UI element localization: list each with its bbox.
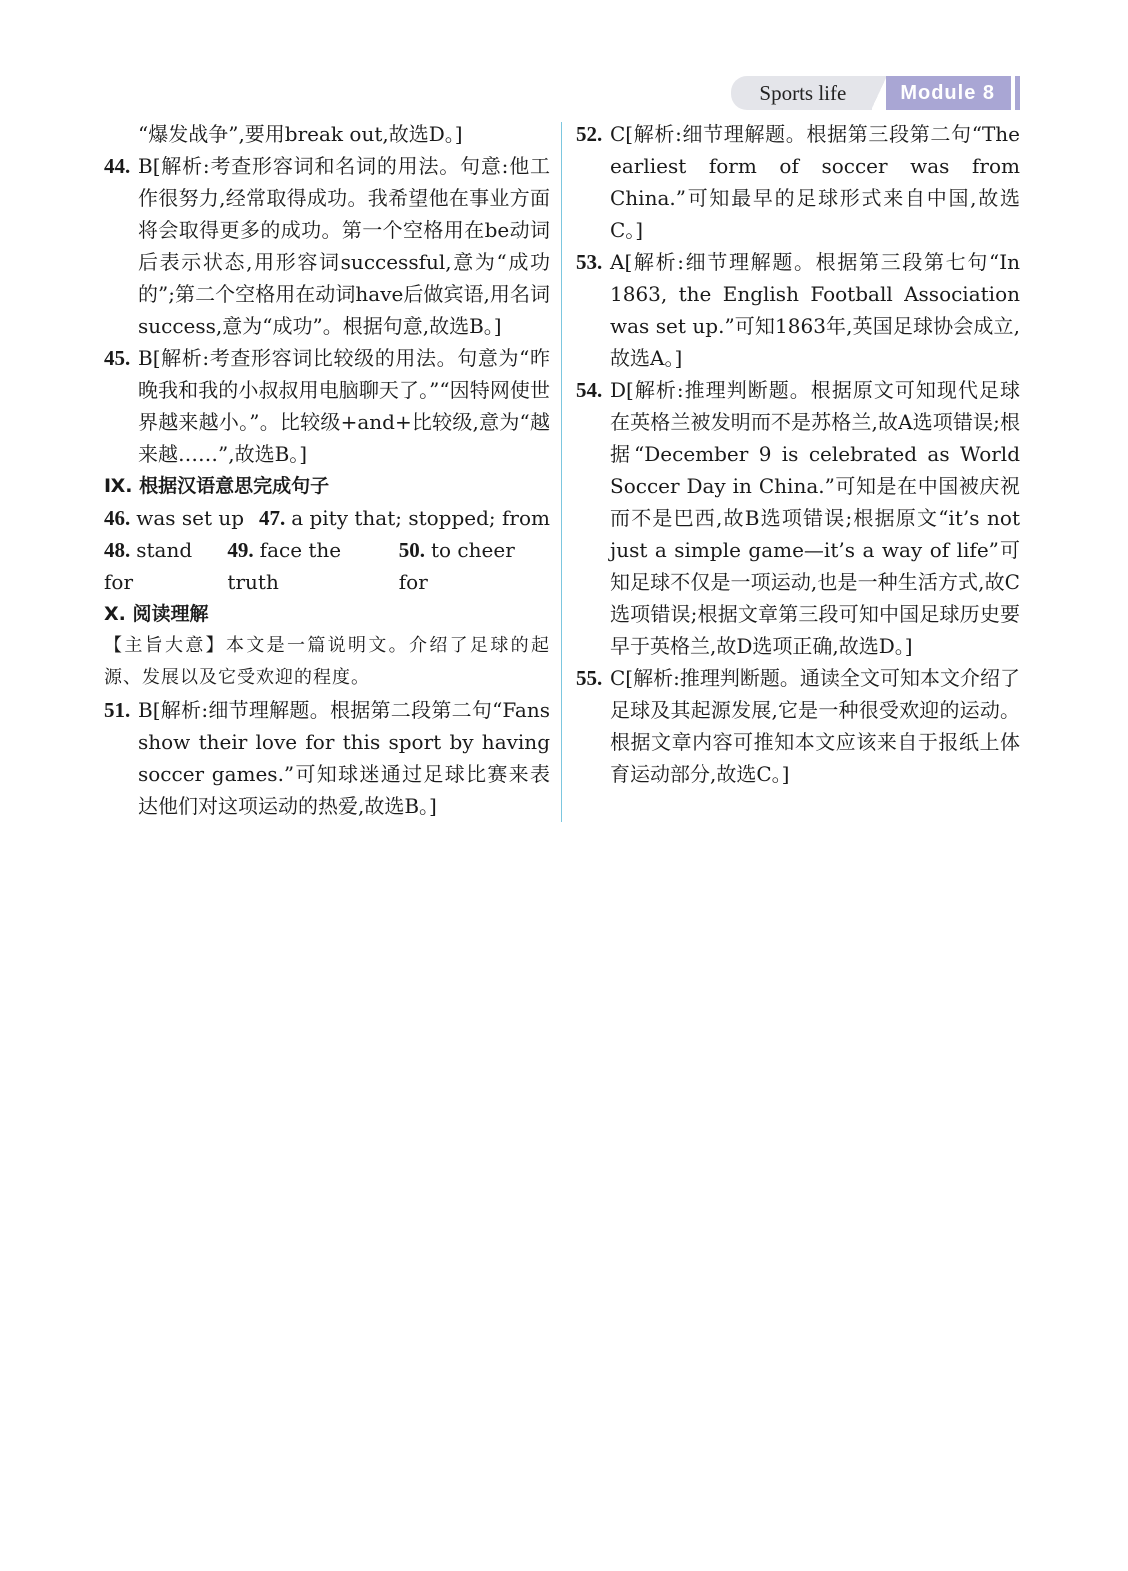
answer-number: 44. (104, 154, 131, 178)
answer-50-text: to cheer for (398, 538, 515, 594)
answer-number: 47. (258, 506, 286, 530)
section-10-heading: Ⅹ. 阅读理解 (104, 603, 209, 625)
answer-text: D[解析:推理判断题。根据原文可知现代足球在英格兰被发明而不是苏格兰,故A选项错误;根据“December 9 is celebrated as World Soccer Day in China.”可知是在中国被庆祝而不是巴西,故B选项错误;根据原文“it’s not just a simple game—it’s a way of life”可知足球不仅是一项运动,也是一种生活方式,故C选项错误;根据文章第三段可知中国足球历史要早于英格兰,故D选项正确,故选D。] (610, 378, 1020, 658)
answer-text: B[解析:考查形容词比较级的用法。句意为“昨晚我和我的小叔叔用电脑聊天了。”“因特网使世界越来越小。”。比较级+and+比较级,意为“越来越……”,故选B。] (138, 346, 550, 466)
right-column (576, 118, 1020, 790)
answer-number: 46. (104, 506, 131, 530)
left-column (104, 118, 550, 822)
answer-46-text: was set up (136, 506, 245, 530)
answer-number: 48. (104, 538, 131, 562)
section-9-heading: Ⅸ. 根据汉语意思完成句子 (104, 475, 330, 497)
main-idea: 【主旨大意】本文是一篇说明文。介绍了足球的起源、发展以及它受欢迎的程度。 (104, 635, 550, 688)
answer-text: A[解析:细节理解题。根据第三段第七句“In 1863, the English Football Association was set up.”可知1863年,英国足球协会成立,故选A。] (610, 250, 1020, 370)
answer-44 (104, 150, 550, 342)
answer-number: 53. (576, 250, 603, 274)
answer-number: 45. (104, 346, 131, 370)
answer-47-text: a pity that; stopped; from (291, 506, 550, 530)
answer-number: 54. (576, 378, 603, 402)
answer-55 (576, 662, 1020, 790)
header-divider (872, 76, 886, 110)
answer-49-text: face the truth (227, 538, 342, 594)
answer-54 (576, 374, 1020, 662)
answer-45 (104, 342, 550, 470)
column-divider (561, 122, 562, 822)
answer-48-text: stand for (104, 538, 193, 594)
answer-51 (104, 694, 550, 822)
answer-43-continuation: “爆发战争”,要用break out,故选D。] (138, 122, 463, 146)
answer-number: 55. (576, 666, 603, 690)
answer-text: C[解析:推理判断题。通读全文可知本文介绍了足球及其起源发展,它是一种很受欢迎的运动。根据文章内容可推知本文应该来自于报纸上体育运动部分,故选C。] (610, 666, 1020, 786)
answer-number: 50. (398, 538, 425, 562)
answer-number: 49. (227, 538, 254, 562)
answer-text: C[解析:细节理解题。根据第三段第二句“The earliest form of soccer was from China.”可知最早的足球形式来自中国,故选C。] (610, 122, 1020, 242)
answer-text: B[解析:考查形容词和名词的用法。句意:他工作很努力,经常取得成功。我希望他在事业方面将会取得更多的成功。第一个空格用在be动词后表示状态,用形容词successful,意为“成功的”;第二个空格用在动词have后做宾语,用名词success,意为“成功”。根据句意,故选B。] (138, 154, 550, 338)
answer-text: B[解析:细节理解题。根据第二段第二句“Fans show their love for this sport by having soccer games.”可知球迷通过足球比赛来表达他们对这项运动的热爱,故选B。] (138, 698, 550, 818)
answers-48-50 (104, 534, 550, 598)
header-sports-life: Sports life (731, 76, 872, 110)
answer-53 (576, 246, 1020, 374)
header-module: Module 8 (886, 76, 1011, 110)
answers-46-47 (104, 502, 550, 534)
answer-52 (576, 118, 1020, 246)
answer-number: 52. (576, 122, 603, 146)
answer-number: 51. (104, 698, 131, 722)
page-header (731, 76, 1020, 110)
header-edge-bar (1015, 76, 1020, 110)
